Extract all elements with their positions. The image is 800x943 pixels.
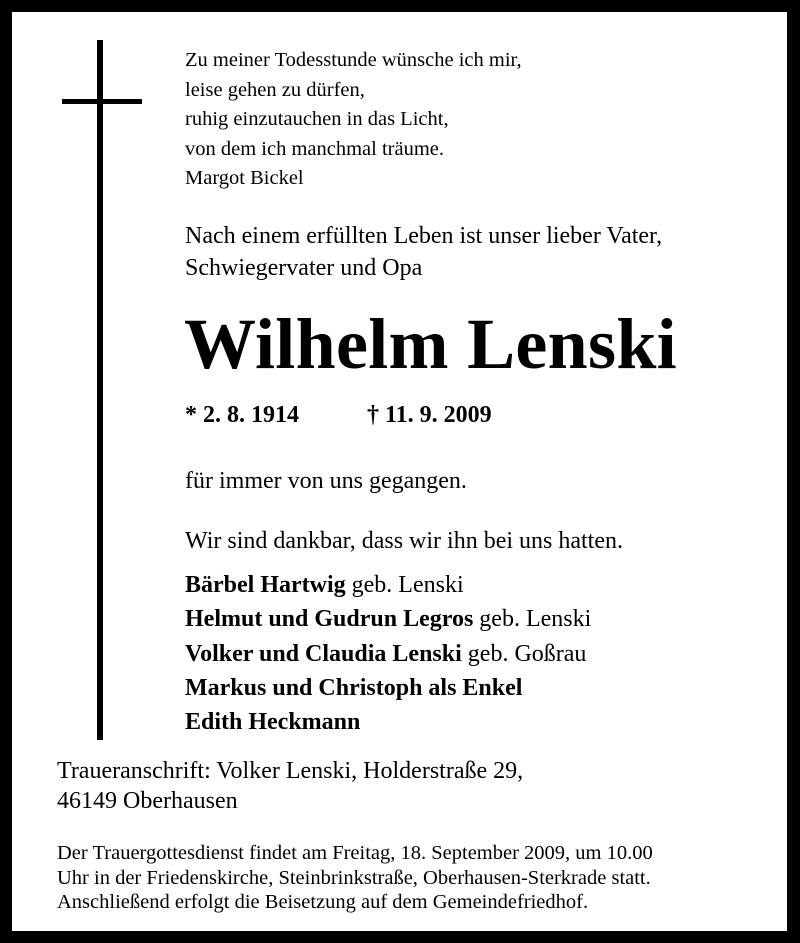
mourner-name: Helmut und Gudrun Legros — [185, 606, 474, 633]
mourner-item — [185, 705, 591, 739]
mourner-name: Bärbel Hartwig — [185, 572, 346, 598]
service-line-2: Uhr in der Friedenskirche, Steinbrinkstraße, Oberhausen-Sterkrade statt. — [57, 866, 651, 889]
mourner-item — [185, 568, 591, 602]
birth-date: * 2. 8. 1914 — [185, 402, 299, 428]
intro-text — [185, 220, 662, 284]
service-line-1: Der Trauergottesdienst findet am Freitag, 18. September 2009, um 10.00 — [57, 842, 653, 864]
life-dates — [185, 400, 492, 430]
mourner-suffix: geb. Goßrau — [461, 640, 587, 667]
mourner-name: Edith Heckmann — [185, 709, 361, 736]
gone-text: für immer von uns gegangen. — [185, 468, 467, 494]
mourner-suffix: geb. Lenski — [345, 572, 464, 598]
mourner-name: Volker und Claudia Lenski — [185, 640, 462, 667]
service-info — [57, 841, 653, 915]
address-line-1: Traueranschrift: Volker Lenski, Holderstraße 29, — [57, 758, 524, 784]
poem-author: Margot Bickel — [185, 167, 304, 189]
poem-line: ruhig einzutauchen in das Licht, — [185, 108, 449, 130]
mourner-item — [185, 671, 591, 705]
mourner-item — [185, 602, 591, 636]
mourner-suffix: geb. Lenski — [473, 606, 592, 633]
thanks-text: Wir sind dankbar, dass wir ihn bei uns hatten. — [185, 528, 623, 554]
poem-block — [185, 46, 522, 194]
death-date: † 11. 9. 2009 — [367, 402, 492, 428]
poem-line: Zu meiner Todesstunde wünsche ich mir, — [185, 49, 522, 71]
poem-line: von dem ich manchmal träume. — [185, 137, 445, 160]
address-line-2: 46149 Oberhausen — [57, 788, 238, 814]
intro-line-1: Nach einem erfüllten Leben ist unser lieber Vater, — [185, 223, 663, 249]
deceased-name: Wilhelm Lenski — [184, 304, 677, 384]
poem-line: leise gehen zu dürfen, — [185, 78, 365, 101]
mourning-address — [57, 756, 523, 816]
mourner-item — [185, 637, 591, 671]
cross-icon-bar — [62, 99, 142, 104]
intro-line-2: Schwiegervater und Opa — [185, 255, 423, 281]
service-line-3: Anschließend erfolgt die Beisetzung auf dem Gemeindefriedhof. — [57, 891, 589, 913]
mourners-list — [185, 568, 591, 739]
mourner-name: Markus und Christoph als Enkel — [185, 674, 523, 701]
cross-icon — [97, 40, 103, 740]
